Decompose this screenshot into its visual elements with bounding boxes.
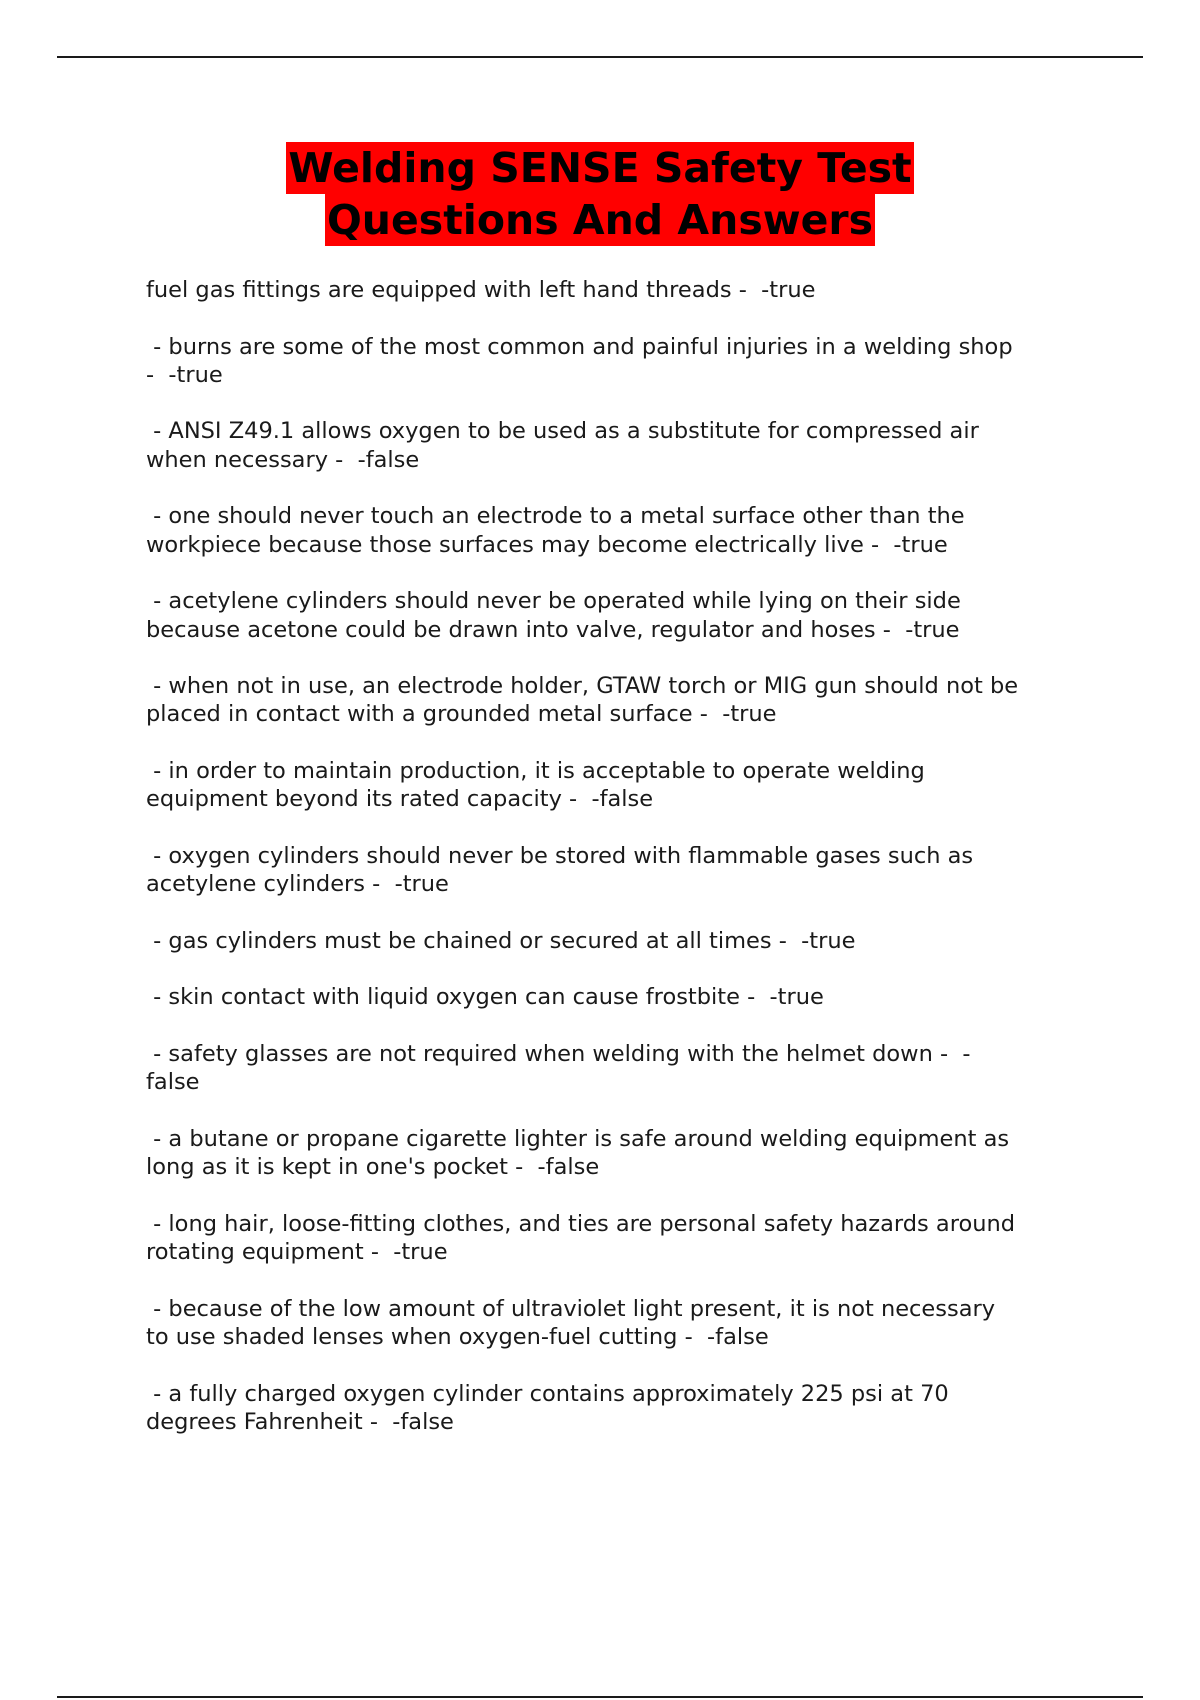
qa-item: - in order to maintain production, it is acceptable to operate welding equipment beyond its rated capacity - -false xyxy=(146,758,925,813)
qa-item: - skin contact with liquid oxygen can cause frostbite - -true xyxy=(146,984,824,1011)
qa-item: - a butane or propane cigarette lighter is safe around welding equipment as long as it is kept in one's pocket - -false xyxy=(146,1125,1010,1181)
qa-item: - gas cylinders must be chained or secured at all times - -true xyxy=(146,927,856,954)
footer-rule xyxy=(57,1696,1143,1698)
document-title xyxy=(0,142,1200,246)
qa-item: - a fully charged oxygen cylinder contains approximately 225 psi at 70 degrees Fahrenheit - -false xyxy=(146,1380,949,1435)
title-line-1: Welding SENSE Safety Test xyxy=(288,144,912,192)
qa-item: - safety glasses are not required when welding with the helmet down - - false xyxy=(146,1041,971,1096)
qa-item: - because of the low amount of ultraviolet light present, it is not necessary to use shaded lenses when oxygen-fuel cutting - -false xyxy=(146,1295,996,1350)
title-line-2: Questions And Answers xyxy=(326,196,874,244)
qa-item: - when not in use, an electrode holder, GTAW torch or MIG gun should not be placed in contact with a grounded metal surface - -true xyxy=(146,673,1019,728)
header-rule xyxy=(57,56,1143,58)
qa-item: - burns are some of the most common and painful injuries in a welding shop - -true xyxy=(146,333,1013,388)
qa-item: - one should never touch an electrode to a metal surface other than the workpiece because those surfaces may become electrically live - -true xyxy=(146,503,965,558)
qa-item: - ANSI Z49.1 allows oxygen to be used as a substitute for compressed air when necessary - -false xyxy=(146,418,979,473)
qa-item: - long hair, loose-fitting clothes, and ties are personal safety hazards around rotating equipment - -true xyxy=(146,1210,1016,1266)
qa-item: - oxygen cylinders should never be stored with flammable gases such as acetylene cylinders - -true xyxy=(146,842,974,898)
question-answer-list xyxy=(146,276,1106,1464)
qa-item: fuel gas fittings are equipped with left hand threads - -true xyxy=(146,277,816,303)
qa-item: - acetylene cylinders should never be operated while lying on their side because acetone could be drawn into valve, regulator and hoses - -true xyxy=(146,588,961,643)
